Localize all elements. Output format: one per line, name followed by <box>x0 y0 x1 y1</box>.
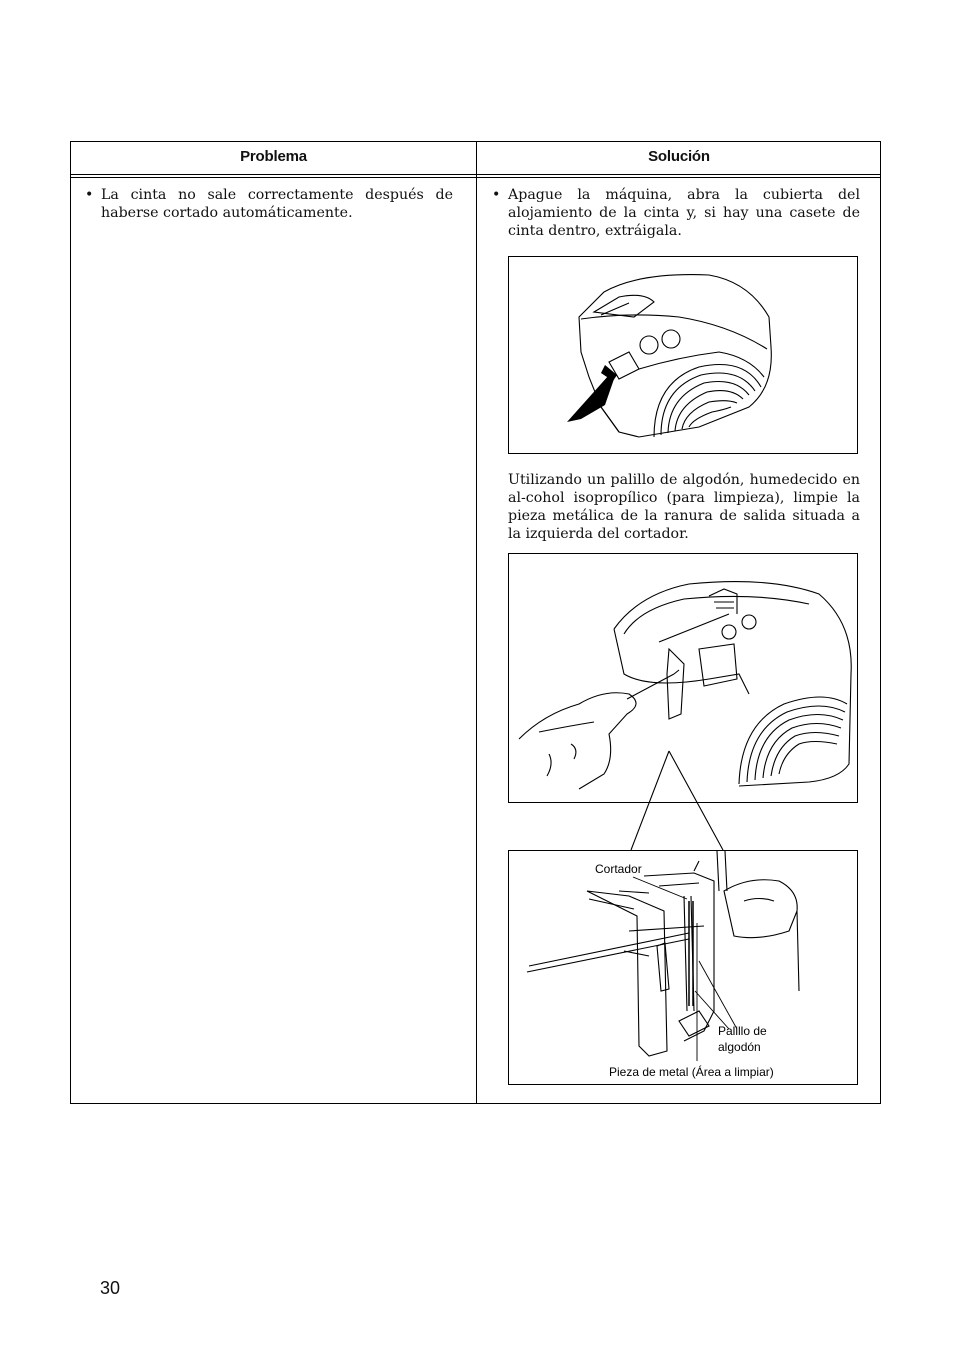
solution-text-2: Utilizando un palillo de algodón, humedecido en al-cohol isopropílico (para limpieza), limpie la pieza metálica de la ranura de salida situada a la izquierda del cortador. <box>508 472 860 542</box>
bullet-mark: • <box>492 187 501 203</box>
page-number: 30 <box>100 1278 121 1298</box>
troubleshooting-table <box>70 141 881 1104</box>
figure-cutter-detail <box>508 850 858 1085</box>
label-swab-line2: algodón <box>718 1040 761 1054</box>
label-swab-line1: Palillo de <box>718 1024 767 1038</box>
bullet-mark: • <box>85 187 94 203</box>
problem-text: La cinta no sale correctamente después de haberse cortado automáticamente. <box>101 187 453 221</box>
solution-text: Apague la máquina, abra la cubierta del alojamiento de la cinta y, si hay una casete de cinta dentro, extráigala. <box>508 187 860 239</box>
header-solution: Solución <box>648 148 710 165</box>
cutter-detail-illustration <box>509 851 857 1084</box>
header-problem: Problema <box>240 148 307 165</box>
label-cutter: Cortador <box>595 862 642 876</box>
label-metal-piece: Pieza de metal (Área a limpiar) <box>609 1065 774 1079</box>
